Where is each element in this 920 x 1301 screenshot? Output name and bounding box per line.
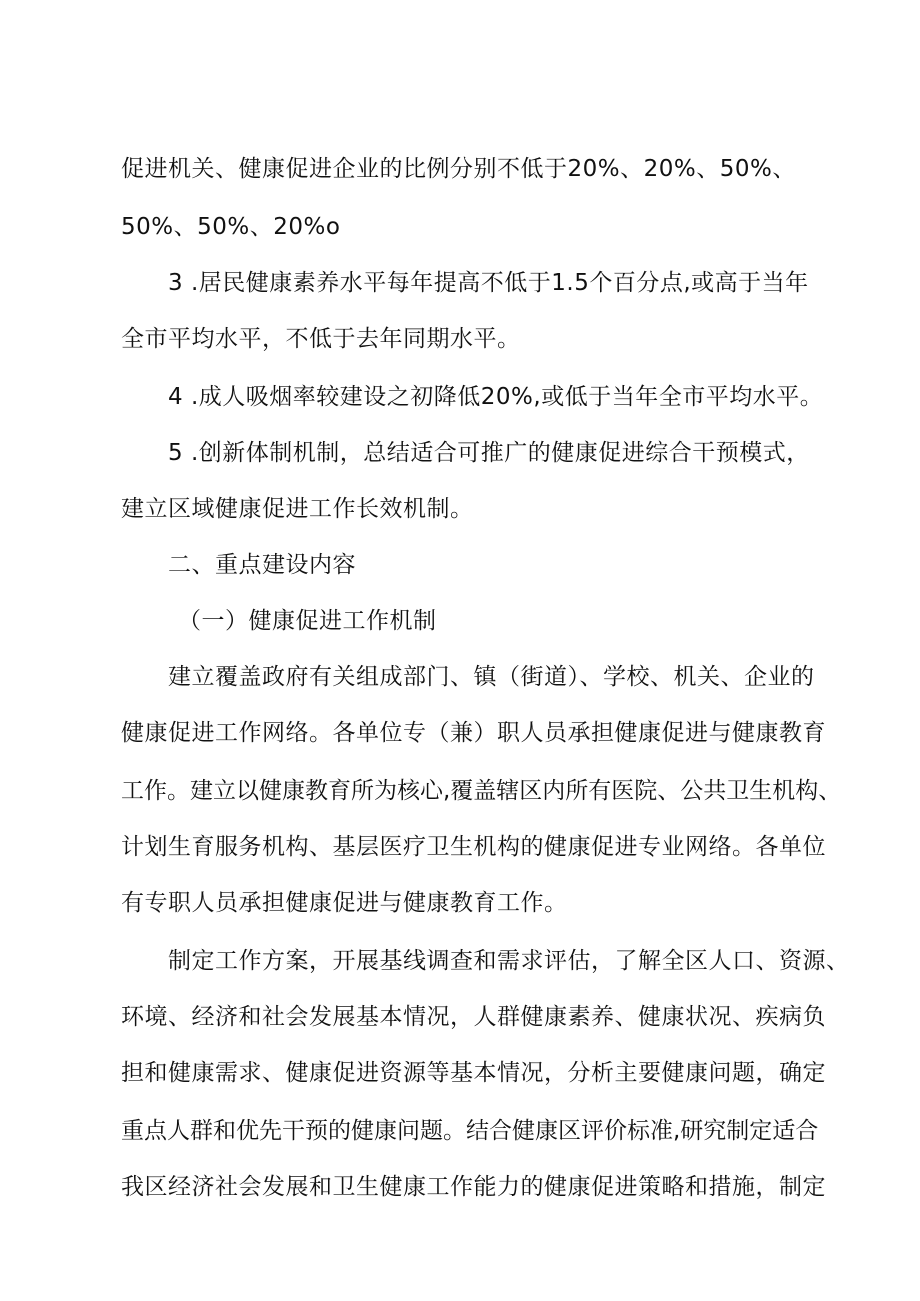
paragraph-line: 我区经济社会发展和卫生健康工作能力的健康促进策略和措施，制定	[121, 1174, 826, 1200]
list-item: 3 .居民健康素养水平每年提高不低于1.5个百分点,或高于当年	[168, 270, 809, 296]
paragraph-line: 建立覆盖政府有关组成部门、镇（街道）、学校、机关、企业的	[168, 664, 815, 690]
paragraph-line: 重点人群和优先干预的健康问题。结合健康区评价标准,研究制定适合	[121, 1118, 819, 1144]
section-heading: 二、重点建设内容	[168, 552, 356, 578]
text-line: 促进机关、健康促进企业的比例分别不低于20%、20%、50%、	[121, 156, 796, 182]
paragraph-line: 计划生育服务机构、基层医疗卫生机构的健康促进专业网络。各单位	[121, 834, 826, 860]
paragraph-line: 环境、经济和社会发展基本情况，人群健康素养、健康状况、疾病负	[121, 1004, 826, 1030]
paragraph-line: 制定工作方案，开展基线调查和需求评估，了解全区人口、资源、	[168, 948, 850, 974]
paragraph-line: 有专职人员承担健康促进与健康教育工作。	[121, 890, 568, 916]
list-item: 5 .创新体制机制，总结适合可推广的健康促进综合干预模式，	[168, 440, 810, 466]
paragraph-line: 担和健康需求、健康促进资源等基本情况，分析主要健康问题，确定	[121, 1060, 826, 1086]
subsection-heading: （一）健康促进工作机制	[178, 608, 437, 634]
list-item: 4 .成人吸烟率较建设之初降低20%,或低于当年全市平均水平。	[168, 384, 824, 410]
paragraph-line: 工作。建立以健康教育所为核心,覆盖辖区内所有医院、公共卫生机构、	[121, 778, 842, 804]
text-line: 建立区域健康促进工作长效机制。	[121, 496, 474, 522]
text-line: 全市平均水平，不低于去年同期水平。	[121, 326, 521, 352]
text-line: 50%、50%、20%o	[121, 214, 341, 240]
paragraph-line: 健康促进工作网络。各单位专（兼）职人员承担健康促进与健康教育	[121, 720, 826, 746]
